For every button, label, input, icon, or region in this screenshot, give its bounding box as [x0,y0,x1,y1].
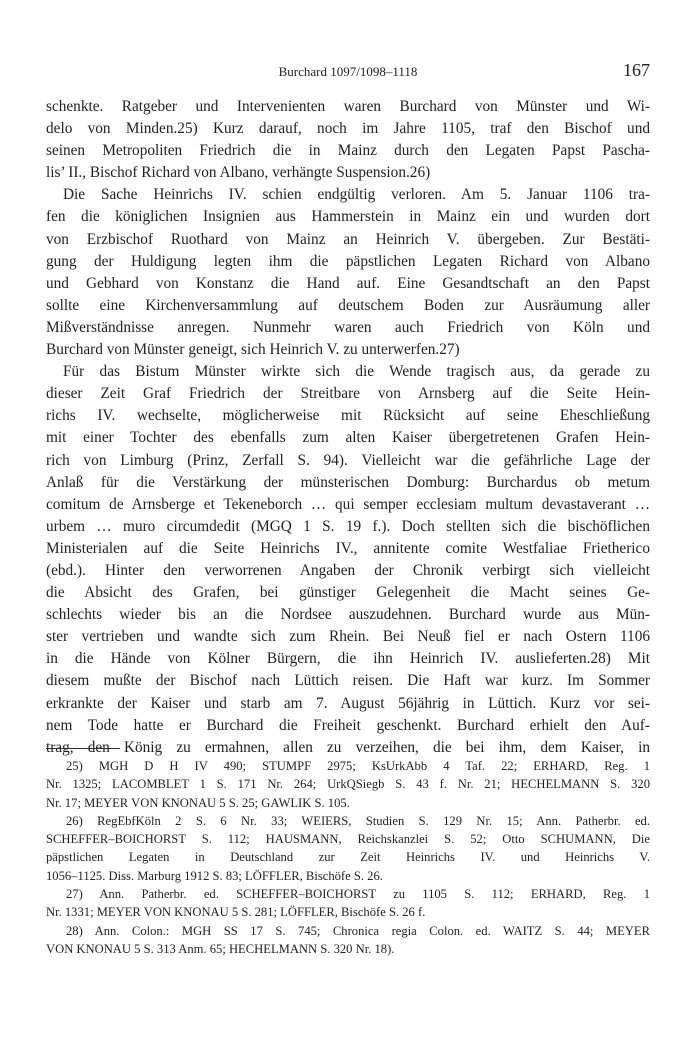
footnote-rule [46,748,120,749]
page-header [46,60,650,82]
body-line: urbem … muro circumdedit (MGQ 1 S. 19 f.). Doch stellten sich die bischöflichen [46,517,650,535]
body-line: mit einer Tochter des ebenfalls zum alten Kaiser übergetretenen Grafen Hein- [46,429,650,447]
body-line: richs IV. wechselte, möglicherweise mit Rücksicht auf seine Eheschließung [46,407,650,425]
body-line: seinen Metropoliten Friedrich die in Mainz durch den Legaten Papst Pascha- [46,142,650,160]
body-line: nem Tode hatte er Burchard die Freiheit geschenkt. Burchard erhielt den Auf- [46,716,650,734]
body-line: lis’ II., Bischof Richard von Albano, verhängte Suspension.26) [46,164,431,182]
footnote-line: SCHEFFER–BOICHORST S. 112; HAUSMANN, Reichskanzlei S. 52; Otto SCHUMANN, Die [46,832,650,847]
body-line: comitum de Arnsberge et Tekeneborch … qui semper ecclesiam multum devastaverant … [46,495,650,513]
footnote-line: 27) Ann. Patherbr. ed. SCHEFFER–BOICHORST zu 1105 S. 112; ERHARD, Reg. 1 [66,887,650,902]
footnote-line: päpstlichen Legaten in Deutschland zur Zeit Heinrichs IV. und Heinrichs V. [46,850,650,865]
body-line: ster vertrieben und wandte sich zum Rhein. Bei Neuß fiel er nach Ostern 1106 [46,628,650,646]
footnote-line: VON KNONAU 5 S. 313 Anm. 65; HECHELMANN S. 320 Nr. 18). [46,941,395,956]
body-line: trag, den König zu ermahnen, allen zu verzeihen, die bei ihm, dem Kaiser, in [46,738,650,756]
body-line: Für das Bistum Münster wirkte sich die Wende tragisch aus, da gerade zu [63,363,650,381]
body-line: sollte eine Kirchenversammlung auf deutschem Boden zur Ausräumung aller [46,296,650,314]
body-line: Anlaß für die Verstärkung der münsterischen Domburg: Burchardus ob metum [46,473,650,491]
body-text [46,96,650,759]
page-number: 167 [623,60,650,80]
body-line: (ebd.). Hinter den verworrenen Angaben der Chronik verbirgt sich vielleicht [46,561,650,579]
footnote-line: 28) Ann. Colon.: MGH SS 17 S. 745; Chronica regia Colon. ed. WAITZ S. 44; MEYER [66,923,650,938]
body-line: Burchard von Münster geneigt, sich Heinrich V. zu unterwerfen.27) [46,341,460,359]
footnote-line: 25) MGH D H IV 490; STUMPF 2975; KsUrkAbb 4 Taf. 22; ERHARD, Reg. 1 [66,759,650,773]
body-line: dieser Zeit Graf Friedrich der Streitbare von Arnsberg auf die Seite Hein- [46,385,650,403]
body-line: die Absicht des Grafen, bei günstiger Gelegenheit die Macht seines Ge- [46,584,650,602]
footnote-line: Nr. 17; MEYER VON KNONAU 5 S. 25; GAWLIK S. 105. [46,795,350,810]
body-line: und Gebhard von Konstanz die Hand auf. Eine Gesandtschaft an den Papst [46,274,650,292]
body-line: delo von Minden.25) Kurz darauf, noch im Jahre 1105, traf den Bischof und [46,120,650,138]
body-line: fen die königlichen Insignien aus Hammerstein in Mainz ein und wurden dort [46,208,650,226]
body-line: diesem mußte der Bischof nach Lüttich reisen. Die Haft war kurz. Im Sommer [46,672,650,690]
body-line: Die Sache Heinrichs IV. schien endgültig verloren. Am 5. Januar 1106 tra- [63,186,650,204]
footnotes [46,757,650,958]
footnote-line: Nr. 1325; LACOMBLET 1 S. 171 Nr. 264; UrkQSiegb S. 43 f. Nr. 21; HECHELMANN S. 320 [46,777,650,792]
body-line: rich von Limburg (Prinz, Zerfall S. 94). Vielleicht war die gefährliche Lage der [46,451,650,469]
body-line: gung der Huldigung legten ihm die päpstlichen Legaten Richard von Albano [46,252,650,270]
body-line: schenkte. Ratgeber und Intervenienten waren Burchard von Münster und Wi- [46,98,650,115]
body-line: erkrankte der Kaiser und starb am 7. August 56jährig in Lüttich. Kurz vor sei- [46,694,650,712]
body-line: schlechts wieder bis an die Nordsee auszudehnen. Burchard wurde aus Mün- [46,606,650,624]
body-line: von Erzbischof Ruothard von Mainz an Heinrich V. übergeben. Zur Bestäti- [46,230,650,248]
body-line: Ministerialen auf die Seite Heinrichs IV., annitente comite Westfaliae Frietherico [46,539,650,557]
body-line: Mißverständnisse anregen. Nunmehr waren auch Friedrich von Köln und [46,318,650,336]
footnote-line: 26) RegEbfKöln 2 S. 6 Nr. 33; WEIERS, Studien S. 129 Nr. 15; Ann. Patherbr. ed. [66,813,650,828]
running-head: Burchard 1097/1098–1118 [278,64,418,79]
footnote-line: 1056–1125. Diss. Marburg 1912 S. 83; LÖFFLER, Bischöfe S. 26. [46,868,383,883]
body-line: in die Hände von Kölner Bürgern, die ihn Heinrich IV. auslieferten.28) Mit [46,650,650,668]
footnote-line: Nr. 1331; MEYER VON KNONAU 5 S. 281; LÖFFLER, Bischöfe S. 26 f. [46,905,426,920]
